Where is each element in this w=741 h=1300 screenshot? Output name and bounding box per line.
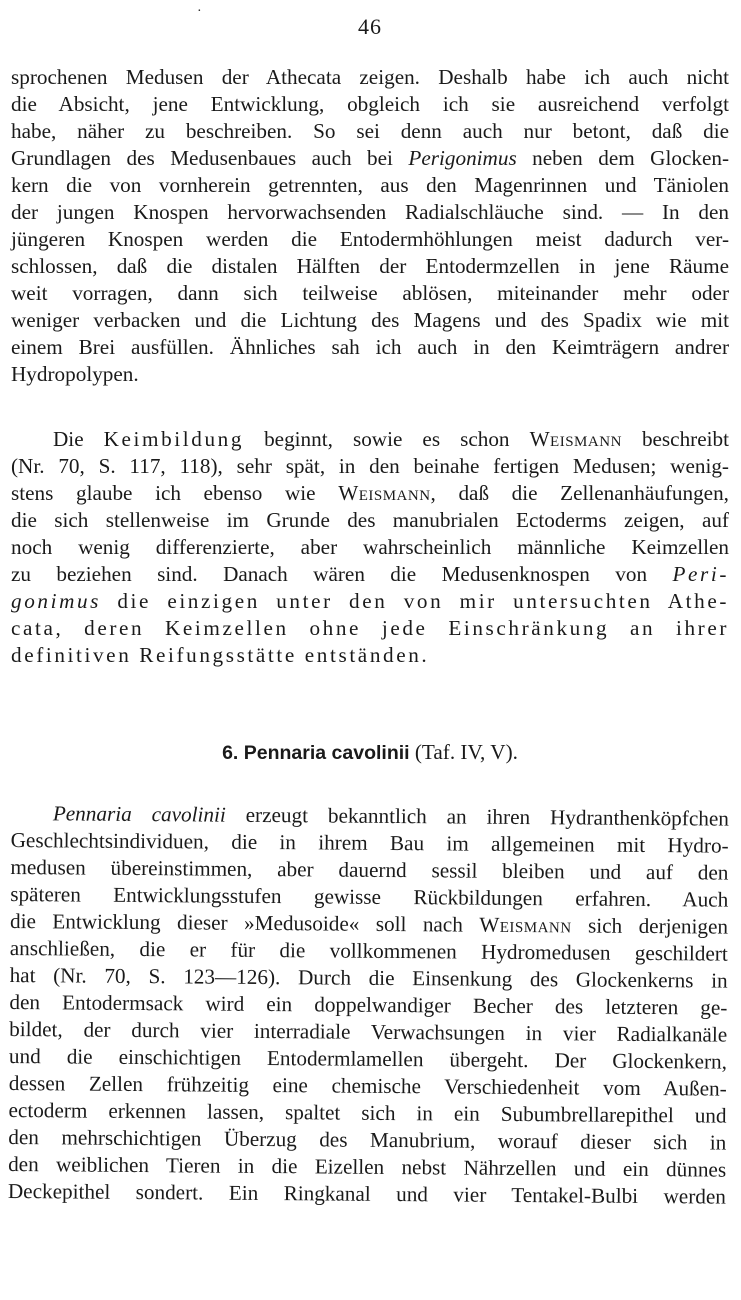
text-line: cata, deren Keimzellen ohne jede Einschränkung an ihrer	[11, 616, 729, 640]
text-line: kern die von vornherein getrennten, aus den Magenrinnen und Täniolen	[11, 173, 729, 197]
text-line: einem Brei ausfüllen. Ähnliches sah ich auch in den Keimträgern andrer	[11, 335, 729, 359]
text-line	[11, 588, 729, 615]
text-line: weniger verbacken und die Lichtung des Magens und des Spadix wie mit	[11, 308, 729, 332]
text-segment: die einzigen unter den von mir untersuchten Athe-	[117, 589, 729, 613]
text-line: der jungen Knospen hervorwachsenden Radialschläuche sind. — In den	[11, 200, 729, 224]
text-line: (Nr. 70, S. 117, 118), sehr spät, in den beinahe fertigen Medusen; wenig-	[11, 454, 729, 478]
plate-reference: (Taf. IV, V).	[414, 740, 518, 764]
author-name: Weismann	[529, 427, 622, 451]
text-line	[11, 480, 729, 507]
genus-name: Perigonimus	[408, 146, 517, 170]
text-line: und die einschichtigen Entodermlamellen übergeht. Der Glockenkern,	[8, 1043, 728, 1074]
text-line: späteren Entwicklungsstufen gewisse Rückbildungen erfahren. Auch	[10, 881, 729, 912]
text-segment: sich derjenigen	[587, 913, 729, 939]
page-number: 46	[358, 14, 382, 39]
text-segment: beginnt, sowie es schon	[264, 427, 510, 451]
text-line: jüngeren Knospen werden die Entodermhöhlungen meist dadurch ver-	[11, 227, 729, 251]
paragraph-pennaria	[8, 800, 729, 1211]
spaced-term: Keimbildung	[103, 427, 245, 451]
section-title: 6. Pennaria cavolinii	[222, 742, 410, 764]
species-name: Pennaria cavolinii	[52, 801, 226, 827]
text-line: medusen übereinstimmen, aber dauernd sessil bleiben und auf den	[10, 854, 729, 885]
text-line: anschließen, die er für die vollkommenen Hydromedusen geschildert	[9, 935, 728, 966]
text-segment: neben dem Glocken-	[532, 146, 730, 170]
text-segment: zu beziehen sind. Danach wären die Medusenknospen von	[11, 562, 648, 586]
text-line: noch wenig differenzierte, aber wahrscheinlich männliche Keimzellen	[11, 535, 729, 559]
text-line: Hydropolypen.	[11, 362, 139, 386]
text-segment: Die	[53, 427, 84, 451]
text-line: definitiven Reifungsstätte entständen.	[11, 643, 430, 667]
text-line: sprochenen Medusen der Athecata zeigen. Deshalb habe ich auch nicht	[11, 65, 729, 89]
paragraph-continuation	[11, 64, 729, 388]
text-segment: stens glaube ich ebenso wie	[11, 481, 316, 505]
text-line: den mehrschichtigen Überzug des Manubrium, worauf dieser sich in	[8, 1124, 727, 1155]
text-line: die Absicht, jene Entwicklung, obgleich ich sie ausreichend verfolgt	[11, 92, 729, 116]
text-line: Deckepithel sondert. Ein Ringkanal und vier Tentakel-Bulbi werden	[7, 1178, 727, 1209]
text-line: ectoderm erkennen lassen, spaltet sich in ein Subumbrellarepithel und	[8, 1097, 727, 1128]
text-line: Geschlechtsindividuen, die in ihrem Bau im allgemeinen mit Hydro-	[10, 827, 729, 858]
text-line: den weiblichen Tieren in die Eizellen nebst Nährzellen und ein dünnes	[8, 1151, 727, 1182]
paragraph-keimbildung	[11, 426, 729, 669]
genus-name: Peri-	[672, 562, 729, 586]
author-name: Weismann	[338, 481, 431, 505]
text-line: habe, näher zu beschreiben. So sei denn auch nur betont, daß die	[11, 119, 729, 143]
text-line: schlossen, daß die distalen Hälften der Entodermzellen in jene Räume	[11, 254, 729, 278]
author-name: Weismann	[479, 912, 572, 938]
text-line: die sich stellenweise im Grunde des manubrialen Ectoderms zeigen, auf	[11, 508, 729, 532]
text-line	[11, 145, 729, 172]
text-line: den Entodermsack wird ein doppelwandiger Becher des letzteren ge-	[9, 989, 728, 1020]
text-line	[11, 426, 729, 453]
genus-name: gonimus	[11, 589, 102, 613]
text-segment: Grundlagen des Medusenbaues auch bei	[11, 146, 393, 170]
book-page	[7, 0, 730, 1300]
section-heading	[11, 740, 729, 765]
text-segment: erzeugt bekanntlich an ihren Hydranthenköpfchen	[245, 802, 729, 831]
text-line	[11, 561, 729, 588]
text-line: dessen Zellen frühzeitig eine chemische Verschiedenheit vom Außen-	[8, 1070, 727, 1101]
printer-dot: ·	[197, 4, 202, 19]
text-line: weit vorragen, dann sich teilweise ablösen, miteinander mehr oder	[11, 281, 729, 305]
text-segment: , daß die Zellenanhäufungen,	[430, 481, 729, 505]
text-segment: beschreibt	[641, 427, 730, 451]
text-line: hat (Nr. 70, S. 123—126). Durch die Einsenkung des Glockenkerns in	[9, 962, 728, 993]
text-line: bildet, der durch vier interradiale Verwachsungen in vier Radialkanäle	[9, 1016, 728, 1047]
text-segment: die Entwicklung dieser »Medusoide« soll nach	[9, 908, 463, 937]
